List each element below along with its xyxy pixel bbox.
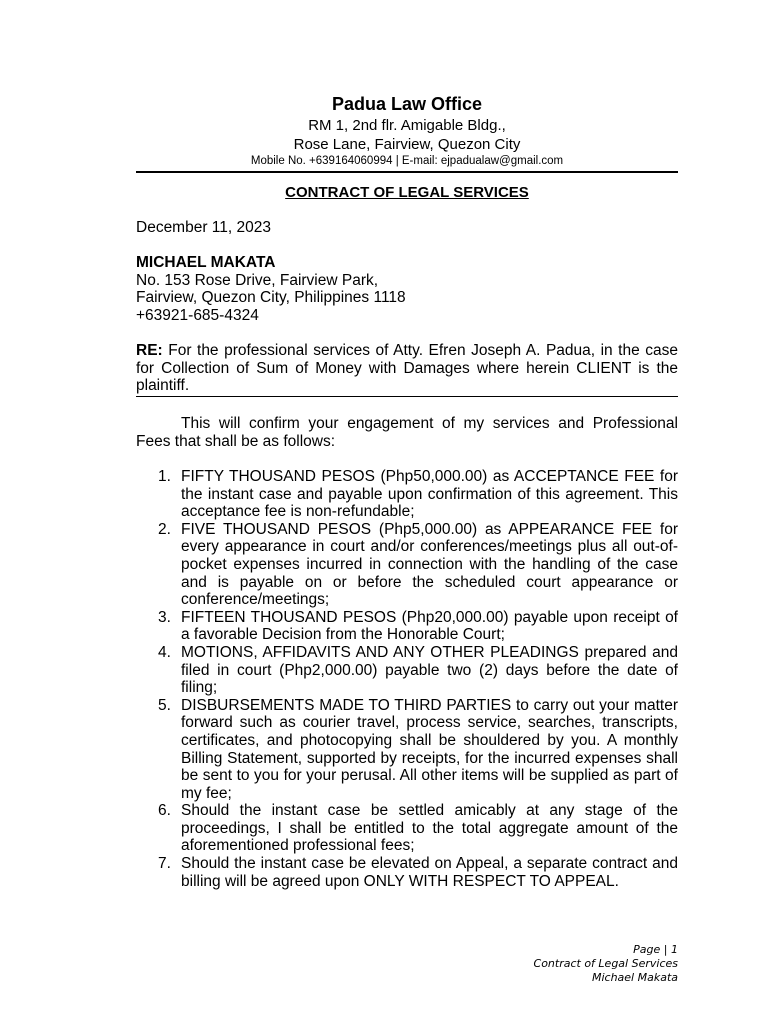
fee-item-number: 1. <box>158 468 171 485</box>
fee-item-number: 4. <box>158 643 171 661</box>
recipient-address-line-1: No. 153 Rose Drive, Fairview Park, <box>136 271 379 289</box>
fee-item-number: 3. <box>158 608 171 626</box>
fee-item <box>136 468 678 521</box>
fee-item <box>136 521 678 609</box>
contract-title: CONTRACT OF LEGAL SERVICES <box>285 184 529 201</box>
fee-item-text: FIVE THOUSAND PESOS (Php5,000.00) as APPEARANCE FEE for every appearance in court and/or conferences/meetings plus all out-of-pocket expenses incurred in connection with the handling of the case and is payable on or before the scheduled court appearance or conference/meetings; <box>181 520 678 609</box>
fee-item-text: Should the instant case be settled amicably at any stage of the proceedings, I shall be entitled to the total aggregate amount of the aforementioned professional fees; <box>181 802 678 855</box>
re-text: For the professional services of Atty. Efren Joseph A. Padua, in the case for Collection of Sum of Money with Damages where herein CLIENT is the plaintiff. <box>136 342 678 395</box>
recipient-name: MICHAEL MAKATA <box>136 254 276 271</box>
firm-name: Padua Law Office <box>331 94 483 114</box>
fee-item <box>136 855 678 890</box>
recipient-address-line-2: Fairview, Quezon City, Philippines 1118 <box>136 289 406 307</box>
firm-address-line-1: RM 1, 2nd flr. Amigable Bldg., <box>308 117 506 134</box>
re-subject <box>136 342 678 397</box>
recipient-block <box>136 254 678 324</box>
fee-item <box>136 697 678 803</box>
footer-client-name: Michael Makata <box>591 971 678 984</box>
page-footer <box>436 943 678 985</box>
page-number: Page | 1 <box>633 943 678 956</box>
recipient-phone: +63921-685-4324 <box>136 306 259 324</box>
re-label: RE: <box>136 342 163 359</box>
fee-item <box>136 609 678 644</box>
fee-item-number: 5. <box>158 696 171 714</box>
fee-item-text: Should the instant case be elevated on Appeal, a separate contract and billing will be agreed upon ONLY WITH RESPECT TO APPEAL. <box>181 855 678 890</box>
fee-item-text: DISBURSEMENTS MADE TO THIRD PARTIES to carry out your matter forward such as courier travel, process service, searches, transcripts, certificates, and photocopying shall be shouldered by you. A monthly Billing Statement, supported by receipts, for the incurred expenses shall be sent to you for your perusal. All other items will be supplied as part of my fee; <box>181 696 678 802</box>
fee-list <box>136 468 678 890</box>
fee-item <box>136 802 678 855</box>
fee-item-number: 7. <box>158 855 171 873</box>
fee-item-text: MOTIONS, AFFIDAVITS AND ANY OTHER PLEADINGS prepared and filed in court (Php2,000.00) payable two (2) days before the date of filing; <box>181 643 678 697</box>
letter-date: December 11, 2023 <box>136 219 271 236</box>
letterhead <box>136 92 678 173</box>
fee-item <box>136 644 678 697</box>
firm-address-line-2: Rose Lane, Fairview, Quezon City <box>293 136 521 153</box>
firm-contact: Mobile No. +639164060994 | E-mail: ejpadualaw@gmail.com <box>250 155 564 167</box>
fee-item-number: 2. <box>158 520 171 538</box>
fee-item-text: FIFTEEN THOUSAND PESOS (Php20,000.00) payable upon receipt of a favorable Decision from the Honorable Court; <box>181 608 678 644</box>
intro-paragraph: This will confirm your engagement of my services and Professional Fees that shall be as follows: <box>136 415 678 450</box>
footer-doc-title: Contract of Legal Services <box>533 957 678 970</box>
fee-item-number: 6. <box>158 802 171 820</box>
fee-item-text: FIFTY THOUSAND PESOS (Php50,000.00) as ACCEPTANCE FEE for the instant case and payable upon confirmation of this agreement. This acceptance fee is non-refundable; <box>181 468 678 521</box>
